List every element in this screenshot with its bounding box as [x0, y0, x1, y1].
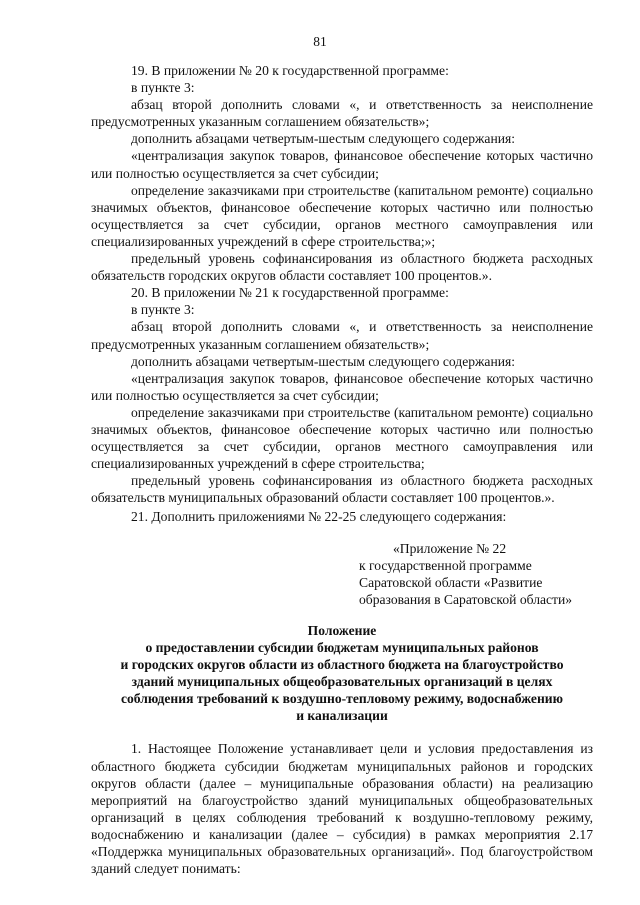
title-line: и городских округов области из областного бюджета на благоустройство: [120, 657, 564, 673]
appendix-reference: к государственной программе Саратовской области «Развитие образования в Саратовской области»: [359, 557, 573, 607]
title-line: Положение: [307, 622, 377, 638]
title-line: и канализации: [296, 708, 388, 724]
paragraph: предельный уровень софинансирования из областного бюджета расходных обязательств городских округов области составляет 100 процентов.».: [91, 251, 593, 284]
paragraph-20: 20. В приложении № 21 к государственной программе:: [131, 285, 449, 301]
title-line: зданий муниципальных общеобразовательных организаций в целях: [131, 674, 553, 690]
paragraph-21: 21. Дополнить приложениями № 22-25 следующего содержания:: [131, 509, 507, 525]
appendix-number: «Приложение № 22: [393, 540, 507, 556]
paragraph-19: 19. В приложении № 20 к государственной программе:: [131, 63, 449, 78]
title-line: соблюдения требований к воздушно-тепловому режиму, водоснабжению: [120, 691, 564, 707]
paragraph: «централизация закупок товаров, финансовое обеспечение которых частично или полностью осуществляется за счет субсидии;: [91, 148, 593, 181]
paragraph: предельный уровень софинансирования из областного бюджета расходных обязательств муниципальных образований области составляет 100 процентов.».: [91, 473, 593, 506]
paragraph: определение заказчиками при строительстве (капитальном ремонте) социально значимых объектов, финансовое обеспечение которых частично или полностью осуществляется за счет субсидии, органов местного самоуправления или специализированных учреждений в сфере строительства;»;: [91, 182, 593, 249]
paragraph: дополнить абзацами четвертым-шестым следующего содержания:: [131, 131, 516, 147]
paragraph: абзац второй дополнить словами «, и ответственность за неисполнение предусмотренных указанным соглашением обязательств»;: [91, 97, 593, 130]
paragraph: дополнить абзацами четвертым-шестым следующего содержания:: [131, 353, 516, 369]
document-title: [91, 622, 593, 725]
appendix-header: [359, 540, 593, 608]
title-line: о предоставлении субсидии бюджетам муниципальных районов: [145, 640, 539, 655]
paragraph: в пункте 3:: [131, 302, 195, 318]
regulation-paragraph-1: 1. Настоящее Положение устанавливает цели и условия предоставления из областного бюджета субсидии бюджетам муниципальных районов и городских округов области (далее – муниципальные образования области) на реализацию мероприятий на благоустройство зданий муниципальных общеобразовательных организаций в целях соблюдения требований к воздушно-тепловому режиму, водоснабжению и канализации (далее – субсидия) в рамках мероприятия 2.17 «Поддержка муниципальных образовательных организаций». Под благоустройством зданий следует понимать:: [91, 741, 593, 877]
paragraph: в пункте 3:: [131, 80, 195, 96]
page-number: 81: [313, 34, 327, 49]
paragraph: абзац второй дополнить словами «, и ответственность за неисполнение предусмотренных указанным соглашением обязательств»;: [91, 319, 593, 352]
paragraph: определение заказчиками при строительстве (капитальном ремонте) социально значимых объектов, финансовое обеспечение которых частично или полностью осуществляется за счет субсидии, органов местного самоуправления или специализированных учреждений в сфере строительства;: [91, 404, 593, 472]
paragraph: «централизация закупок товаров, финансовое обеспечение которых частично или полностью осуществляется за счет субсидии;: [91, 370, 593, 403]
document-body: [91, 62, 593, 877]
